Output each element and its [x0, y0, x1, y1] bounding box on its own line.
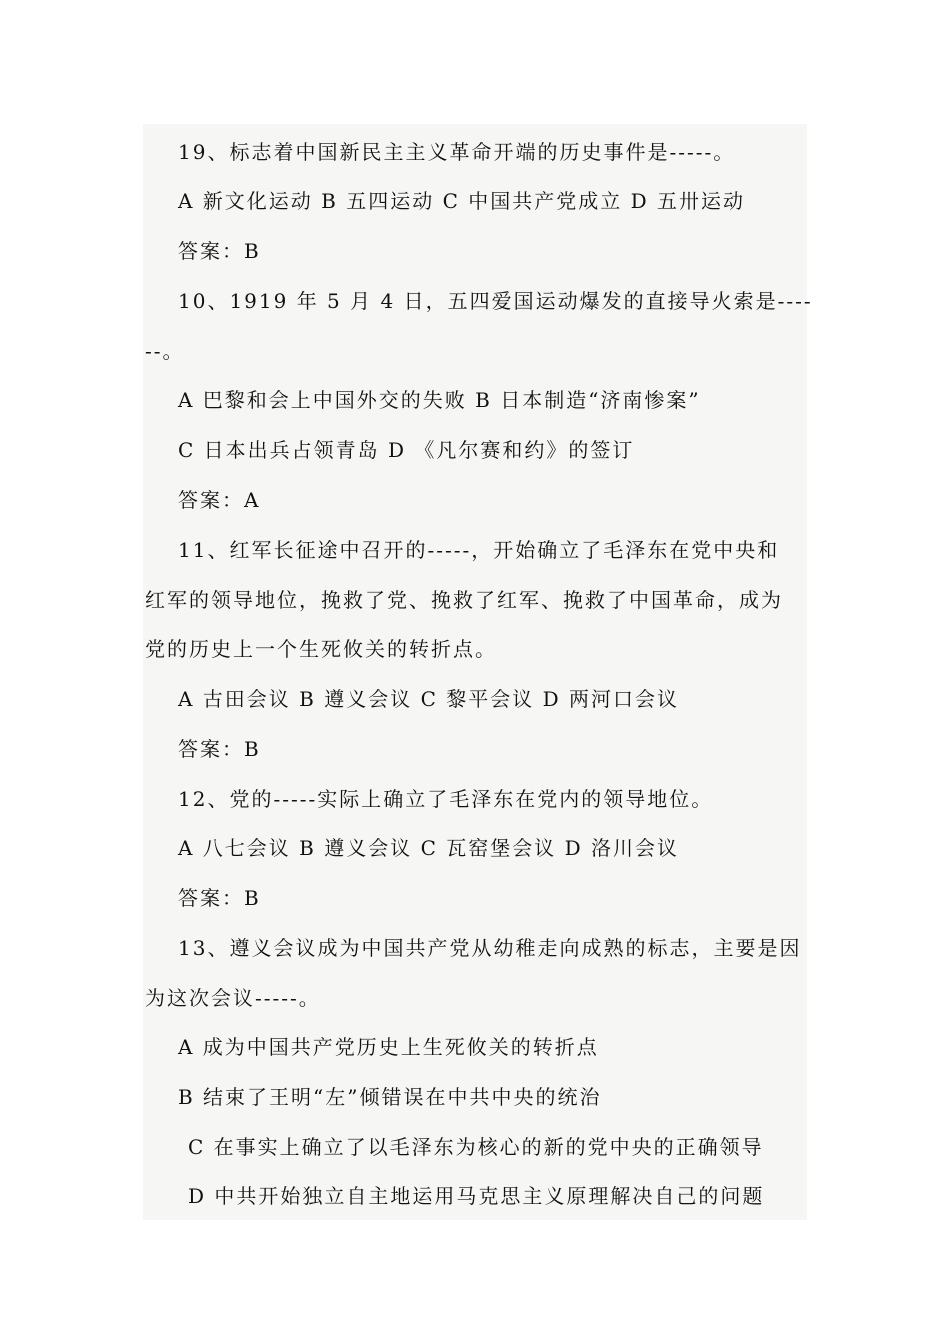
question-11: 11、红军长征途中召开的-----，开始确立了毛泽东在党中央和: [178, 538, 780, 562]
question-12-options: A 八七会议 B 遵义会议 C 瓦窑堡会议 D 洛川会议: [178, 836, 679, 860]
question-19-answer: 答案：B: [178, 239, 261, 263]
question-10-continued: --。: [145, 339, 185, 363]
question-19: 19、标志着中国新民主主义革命开端的历史事件是-----。: [178, 140, 736, 164]
question-11-answer: 答案：B: [178, 737, 261, 761]
question-19-options: A 新文化运动 B 五四运动 C 中国共产党成立 D 五卅运动: [178, 189, 745, 213]
question-12-answer: 答案：B: [178, 886, 261, 910]
question-13-line-2: 为这次会议-----。: [145, 986, 321, 1010]
question-10-options-ab: A 巴黎和会上中国外交的失败 B 日本制造“济南惨案”: [178, 388, 701, 412]
question-11-line-2: 红军的领导地位，挽救了党、挽救了红军、挽救了中国革命，成为: [145, 588, 783, 612]
question-13-option-c: C 在事实上确立了以毛泽东为核心的新的党中央的正确领导: [188, 1135, 764, 1159]
question-11-line-3: 党的历史上一个生死攸关的转折点。: [145, 637, 497, 661]
question-13-option-a: A 成为中国共产党历史上生死攸关的转折点: [178, 1035, 599, 1059]
question-10-answer: 答案：A: [178, 488, 261, 512]
question-11-options: A 古田会议 B 遵义会议 C 黎平会议 D 两河口会议: [178, 687, 679, 711]
question-10: 10、1919 年 5 月 4 日，五四爱国运动爆发的直接导火索是----: [178, 289, 813, 313]
question-13: 13、遵义会议成为中国共产党从幼稚走向成熟的标志，主要是因: [178, 936, 802, 960]
question-13-option-d: D 中共开始独立自主地运用马克思主义原理解决自己的问题: [188, 1184, 765, 1208]
question-13-option-b: B 结束了王明“左”倾错误在中共中央的统治: [178, 1085, 602, 1109]
question-10-options-cd: C 日本出兵占领青岛 D 《凡尔赛和约》的签订: [178, 438, 635, 462]
question-12: 12、党的-----实际上确立了毛泽东在党内的领导地位。: [178, 787, 714, 811]
